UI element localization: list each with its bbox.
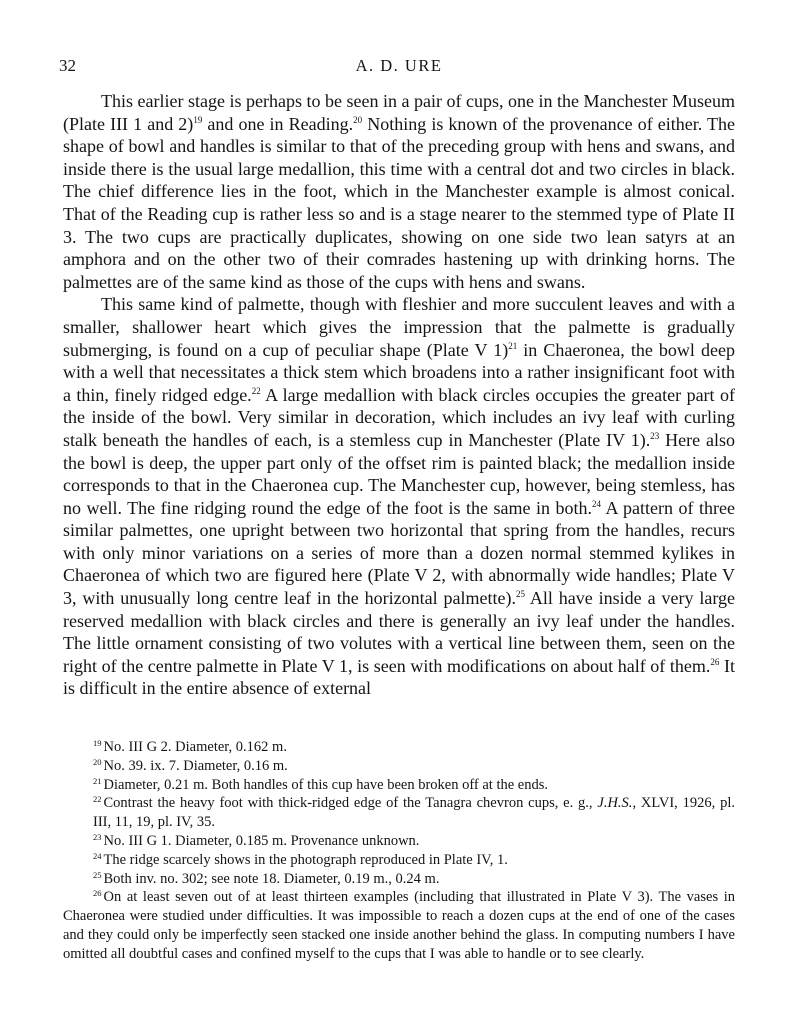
paragraph-text: Nothing is known of the provenance of either. The shape of bowl and handles is similar to that of the preceding group with hens and swans, and inside there is the usual large medallion, this time with a central dot and two circles in black. The chief difference lies in the foot, which in the Manchester example is almost conical. That of the Reading cup is rather less so and is a stage nearer to the stemmed type of Plate II 3. The two cups are practically duplicates, showing on one side two lean satyrs at an amphora and on the other two of their comrades hastening up with drinking horns. The palmettes are of the same kind as those of the cups with hens and swans. xyxy=(63,113,736,292)
paragraph-text: It is difficult in the entire absence of external xyxy=(63,655,735,699)
footnote-ref: 21 xyxy=(508,340,518,351)
footnote-number: 21 xyxy=(93,775,102,786)
footnote-number: 19 xyxy=(93,738,102,748)
footnote-text: Both inv. no. 302; see note 18. Diameter, 0.19 m., 0.24 m. xyxy=(103,870,440,887)
footnote-number: 23 xyxy=(93,831,102,842)
footnote-text: No. 39. ix. 7. Diameter, 0.16 m. xyxy=(103,757,288,774)
footnote-number: 22 xyxy=(93,794,102,805)
footnote-text: No. III G 2. Diameter, 0.162 m. xyxy=(103,739,287,755)
footnote-text: , XLVI, 1926, pl. III, 11, 19, pl. IV, 35. xyxy=(93,795,735,831)
footnote-ref: 22 xyxy=(251,385,261,396)
body-text xyxy=(63,90,735,700)
footnote-ref: 25 xyxy=(515,589,525,600)
page-number: 32 xyxy=(59,56,76,75)
paragraph-text: in Chaeronea, the bowl deep with a well that necessitates a thick stem which broadens into a rather insignificant foot with a thin, finely ridged edge. xyxy=(63,339,735,405)
paragraph-text: A pattern of three similar palmettes, one upright between two horizontal that spring from the handles, recurs with only minor variations on a series of more than a dozen normal stemmed kylikes in Chaeronea of which two are figured here (Plate V 2, with abnormally wide handles; Plate V 3, with unusually long centre leaf in the horizontal palmette). xyxy=(63,497,735,609)
footnote xyxy=(63,870,735,889)
footnote-text: On at least seven out of at least thirteen examples (including that illustrated in Plate V 3). The vases in Chaeronea were studied under difficulties. It was impossible to reach a dozen cups at the end of one of the cases and they could only be imperfectly seen stacked one inside another behind the glass. In computing numbers I have omitted all doubtful cases and confined myself to the cups that I was able to handle or to see clearly. xyxy=(63,889,735,962)
footnote-text: Contrast the heavy foot with thick-ridged edge of the Tanagra chevron cups, e. g., xyxy=(103,795,598,812)
footnote-text: No. III G 1. Diameter, 0.185 m. Provenance unknown. xyxy=(103,832,420,849)
page-header xyxy=(59,56,735,80)
running-head: A. D. URE xyxy=(355,56,443,75)
footnote-text: Diameter, 0.21 m. Both handles of this cup have been broken off at the ends. xyxy=(103,776,549,793)
paragraph-text: A large medallion with black circles occupies the greater part of the inside of the bowl. Very similar in decoration, which includes an ivy leaf with curling stalk beneath the handles of each, is a stemless cup in Manchester (Plate IV 1). xyxy=(63,384,735,450)
paragraph-text: All have inside a very large reserved medallion with black circles and there is generally an ivy leaf under the handles. The little ornament consisting of two volutes with a vertical line between them, seen on the right of the centre palmette in Plate V 1, is seen with modifications on about half of them. xyxy=(63,588,735,676)
footnote-ref: 26 xyxy=(710,656,720,667)
footnote xyxy=(63,888,735,963)
footnote xyxy=(63,794,735,832)
footnote-journal-abbrev: J.H.S. xyxy=(597,795,633,812)
footnote-ref: 23 xyxy=(650,430,660,441)
footnote-ref: 24 xyxy=(592,498,602,509)
footnote xyxy=(63,738,735,757)
paragraph xyxy=(63,90,735,293)
footnote-number: 20 xyxy=(93,756,102,767)
footnote xyxy=(63,851,735,870)
footnotes xyxy=(63,738,735,964)
footnote-number: 26 xyxy=(93,888,102,899)
paragraph-text: and one in Reading. xyxy=(202,113,354,134)
paragraph-text: This same kind of palmette, though with fleshier and more succulent leaves and with a smaller, shallower heart which gives the impression that the palmette is gradually submerging, is found on a cup of peculiar shape (Plate V 1) xyxy=(63,294,735,360)
footnote-number: 25 xyxy=(93,869,102,880)
footnote xyxy=(63,776,735,795)
paragraph-text: Here also the bowl is deep, the upper part only of the offset rim is painted black; the medallion inside corresponds to that in the Chaeronea cup. The Manchester cup, however, being stemless, has no well. The fine ridging round the edge of the foot is the same in both. xyxy=(63,429,736,518)
footnote-ref: 20 xyxy=(353,114,363,125)
footnote xyxy=(63,832,735,851)
footnote xyxy=(63,757,735,776)
footnote-text: The ridge scarcely shows in the photograph reproduced in Plate IV, 1. xyxy=(103,851,508,868)
footnote-number: 24 xyxy=(93,850,102,861)
paragraph-text: This earlier stage is perhaps to be seen in a pair of cups, one in the Manchester Museum (Plate III 1 and 2) xyxy=(63,91,735,134)
footnote-ref: 19 xyxy=(193,114,203,125)
paragraph xyxy=(63,293,735,700)
